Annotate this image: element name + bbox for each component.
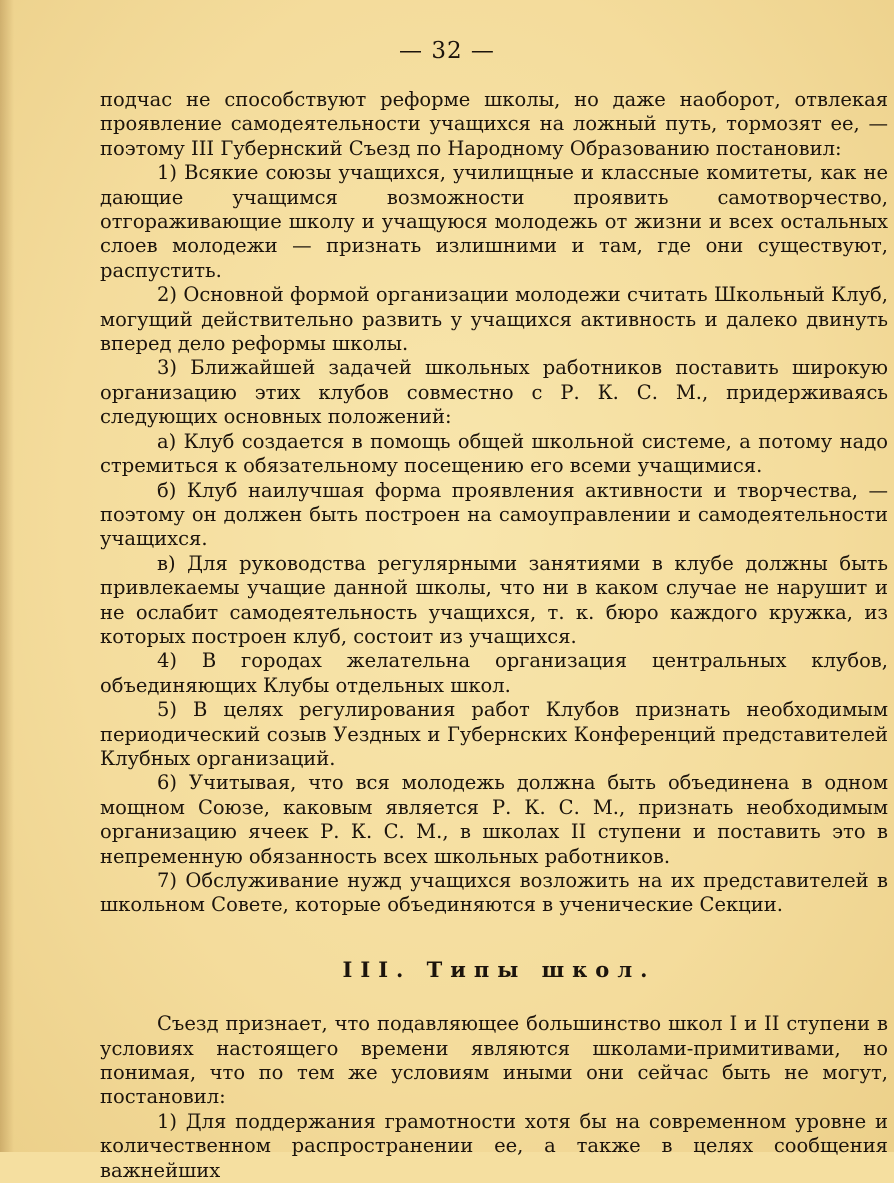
page-edge-shadow bbox=[0, 0, 14, 1152]
paragraph-item-1: 1) Всякие союзы учащихся, училищные и классные комитеты, как не дающие учащимся возможности проявить самотворчество, отгораживающие школу и учащуюся молодежь от жизни и всех остальных слоев молодежи — признать излишними и там, где они существуют, распустить. bbox=[100, 161, 888, 282]
paragraph-item-3c: в) Для руководства регулярными занятиями в клубе должны быть привлекаемы учащие данной школы, что ни в каком случае не нарушит и не ослабит самодеятельность учащихся, т. к. бюро каждого кружка, из которых построен клуб, состоит из учащихся. bbox=[100, 551, 888, 648]
paragraph-intro: подчас не способствуют реформе школы, но даже наоборот, отвлекая проявление самодеятельности учащихся на ложный путь, тормозят ее, — поэтому III Губернский Съезд по Народному Образованию постановил: bbox=[100, 88, 888, 160]
paragraph-item-5: 5) В целях регулирования работ Клубов признать необходимым периодический созыв Уездных и Губернских Конференций представителей Клубных организаций. bbox=[100, 698, 888, 770]
paragraph-item-2: 2) Основной формой организации молодежи считать Школьный Клуб, могущий действительно развить у учащихся активность и далеко двинуть вперед дело реформы школы. bbox=[100, 283, 888, 356]
paragraph-item-3a: а) Клуб создается в помощь общей школьной системе, а потому надо стремиться к обязательному посещению его всеми учащимися. bbox=[100, 429, 888, 478]
paragraph-item-3: 3) Ближайшей задачей школьных работников поставить широкую организацию этих клубов совместно с Р. К. С. М., придерживаясь следующих основных положений: bbox=[100, 356, 888, 429]
section-paragraph-intro: Съезд признает, что подавляющее большинство школ I и II ступени в условиях настоящего времени являются школами-примитивами, но понимая, что по тем же условиям иными они сейчас быть не могут, постановил: bbox=[100, 1012, 888, 1109]
paragraph-item-4: 4) В городах желательна организация центральных клубов, объединяющих Клубы отдельных школ. bbox=[100, 649, 888, 697]
paragraph-item-3b: б) Клуб наилучшая форма проявления активности и творчества, — поэтому он должен быть построен на самоуправлении и самодеятельности учащихся. bbox=[100, 478, 888, 551]
section-paragraph-item-1: 1) Для поддержания грамотности хотя бы на современном уровне и количественном распространении ее, а также в целях сообщения важнейших bbox=[100, 1109, 888, 1182]
page-number: — 32 — bbox=[399, 38, 495, 64]
paragraph-item-7: 7) Обслуживание нужд учащихся возложить на их представителей в школьном Совете, которые объединяются в ученические Секции. bbox=[100, 869, 888, 917]
paragraph-item-6: 6) Учитывая, что вся молодежь должна быть объединена в одном мощном Союзе, каковым является Р. К. С. М., признать необходимым организацию ячеек Р. К. С. М., в школах II ступени и поставить это в непременную обязанность всех школьных работников. bbox=[100, 771, 888, 868]
section-heading: III. Типы школ. bbox=[342, 956, 656, 982]
page-body bbox=[100, 88, 888, 1183]
